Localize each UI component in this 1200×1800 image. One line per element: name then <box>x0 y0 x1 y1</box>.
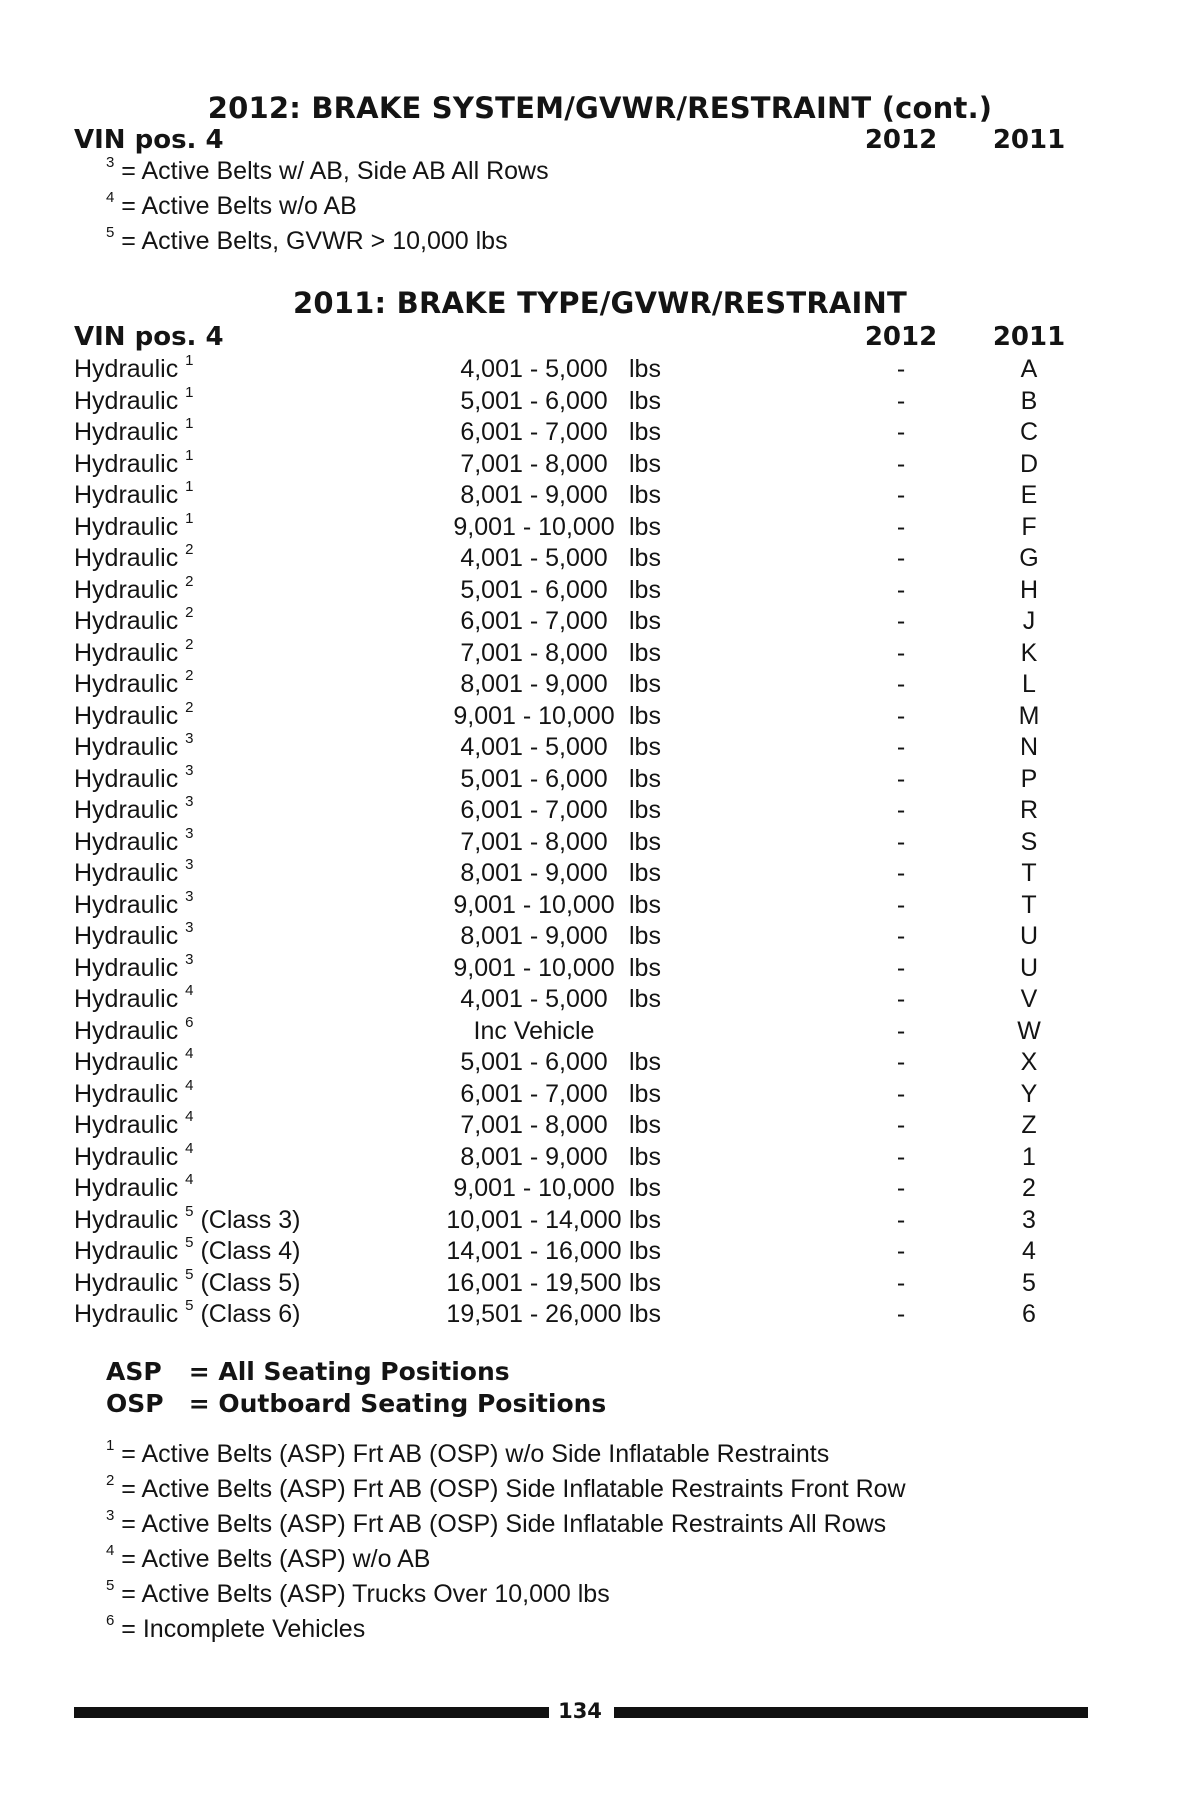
note-superscript: 5 <box>106 224 115 241</box>
gvwr-unit: lbs <box>629 1174 661 1202</box>
footnote-text: = Active Belts (ASP) Trucks Over 10,000 lbs <box>121 1580 610 1608</box>
class-label: (Class 6) <box>200 1300 301 1328</box>
gvwr-range: 7,001 - 8,000 <box>460 827 608 856</box>
table-row <box>74 446 1064 482</box>
gvwr-unit: lbs <box>629 1048 661 1076</box>
restraint-superscript: 3 <box>185 793 194 810</box>
gvwr-unit: lbs <box>629 1111 661 1139</box>
brake-type-cell <box>74 793 194 825</box>
code-2012: - <box>896 544 906 572</box>
brake-type-cell <box>74 509 194 542</box>
brake-type-label: Hydraulic <box>74 764 179 793</box>
footnote-text: = Active Belts (ASP) Frt AB (OSP) w/o Side Inflatable Restraints <box>121 1440 830 1468</box>
restraint-superscript: 1 <box>185 383 194 401</box>
brake-type-label: Hydraulic <box>74 890 179 919</box>
brake-type-label: Hydraulic <box>74 859 179 887</box>
code-2011: 5 <box>1022 1268 1036 1297</box>
code-2012: - <box>896 1205 906 1234</box>
table-row <box>74 793 1064 828</box>
gvwr-range: 6,001 - 7,000 <box>460 796 608 824</box>
brake-type-cell <box>74 1076 194 1109</box>
gvwr-unit: lbs <box>629 953 661 982</box>
code-2011: X <box>1020 1048 1038 1076</box>
table-row <box>74 667 1064 702</box>
brake-type-table <box>74 352 1064 1332</box>
brake-type-label: Hydraulic <box>74 481 179 509</box>
gvwr-range: 5,001 - 6,000 <box>460 575 608 604</box>
code-2011: R <box>1019 796 1039 824</box>
gvwr-range: 19,501 - 26,000 <box>446 1300 622 1328</box>
note-superscript: 3 <box>106 154 115 171</box>
code-2012: - <box>896 670 906 698</box>
brake-type-label: Hydraulic <box>74 575 179 604</box>
table-row <box>74 1202 1064 1238</box>
brake-type-label: Hydraulic <box>74 386 179 415</box>
table-row <box>74 509 1064 545</box>
gvwr-unit: lbs <box>629 575 661 604</box>
brake-type-cell <box>74 1139 194 1172</box>
code-2012: - <box>896 985 906 1013</box>
brake-type-label: Hydraulic <box>74 701 179 730</box>
brake-type-label: Hydraulic <box>74 733 179 761</box>
code-2011: J <box>1022 607 1036 635</box>
gvwr-range: 7,001 - 8,000 <box>460 1111 608 1139</box>
section2-title: 2011: BRAKE TYPE/GVWR/RESTRAINT <box>293 286 907 320</box>
brake-type-label: Hydraulic <box>74 1205 179 1234</box>
brake-type-label: Hydraulic <box>74 670 179 698</box>
footnote <box>106 1612 366 1644</box>
code-2011: 2 <box>1022 1174 1036 1202</box>
restraint-superscript: 1 <box>185 415 194 432</box>
table-row <box>74 1265 1064 1301</box>
restraint-superscript: 5 <box>185 1234 194 1251</box>
code-2011: Y <box>1020 1079 1038 1108</box>
gvwr-unit: lbs <box>629 607 661 635</box>
brake-type-cell <box>74 541 194 573</box>
gvwr-range: 6,001 - 7,000 <box>460 418 608 446</box>
restraint-superscript: 2 <box>185 541 194 558</box>
footnote-text: = Incomplete Vehicles <box>121 1615 366 1643</box>
gvwr-unit: lbs <box>629 859 661 887</box>
footnote-superscript: 1 <box>106 1437 115 1454</box>
gvwr-unit: lbs <box>629 670 661 698</box>
brake-type-label: Hydraulic <box>74 796 179 824</box>
brake-type-label: Hydraulic <box>74 1142 179 1171</box>
brake-type-cell <box>74 856 194 888</box>
footer-rule-right <box>614 1707 1088 1718</box>
brake-type-cell <box>74 1013 194 1046</box>
brake-type-label: Hydraulic <box>74 1111 179 1139</box>
class-label: (Class 5) <box>200 1268 301 1297</box>
gvwr-range: 7,001 - 8,000 <box>460 449 608 478</box>
brake-type-cell <box>74 352 194 384</box>
code-2012: - <box>896 449 906 478</box>
code-2012: - <box>896 481 906 509</box>
brake-type-cell <box>74 604 194 636</box>
restraint-superscript: 2 <box>185 604 194 621</box>
table-row <box>74 572 1064 608</box>
restraint-superscript: 3 <box>185 761 194 779</box>
gvwr-unit: lbs <box>629 638 661 667</box>
restraint-superscript: 2 <box>185 572 194 590</box>
brake-type-label: Hydraulic <box>74 1048 179 1076</box>
gvwr-range: 5,001 - 6,000 <box>460 1048 608 1076</box>
code-2011: H <box>1019 575 1039 604</box>
footnote-text: = Active Belts (ASP) Frt AB (OSP) Side Inflatable Restraints Front Row <box>121 1475 906 1503</box>
gvwr-unit: lbs <box>629 890 661 919</box>
table-row <box>74 415 1064 450</box>
table-row <box>74 1076 1064 1112</box>
brake-type-cell <box>74 446 194 479</box>
restraint-superscript: 3 <box>185 950 194 968</box>
code-2012: - <box>896 1111 906 1139</box>
gvwr-range: 4,001 - 5,000 <box>460 355 608 383</box>
code-2012: - <box>896 796 906 824</box>
footnote-superscript: 3 <box>106 1507 115 1524</box>
brake-type-label: Hydraulic <box>74 449 179 478</box>
gvwr-range: 8,001 - 9,000 <box>460 1142 608 1171</box>
gvwr-unit: lbs <box>629 1142 661 1171</box>
gvwr-range: 4,001 - 5,000 <box>460 733 608 761</box>
restraint-superscript: 2 <box>185 698 194 716</box>
brake-type-cell <box>74 478 194 510</box>
gvwr-unit: lbs <box>629 449 661 478</box>
restraint-superscript: 4 <box>185 1076 194 1094</box>
code-2011: D <box>1019 449 1039 478</box>
footnote <box>106 1542 431 1574</box>
code-2012: - <box>896 764 906 793</box>
code-2012: - <box>896 733 906 761</box>
code-2011: F <box>1021 512 1037 541</box>
year-2012-header: 2012 <box>864 322 938 352</box>
code-2012: - <box>896 859 906 887</box>
code-2012: - <box>896 1268 906 1297</box>
footnote-superscript: 5 <box>106 1577 115 1594</box>
section2-header-row <box>74 322 1066 352</box>
code-2011: 1 <box>1022 1142 1036 1171</box>
brake-type-cell <box>74 887 194 920</box>
gvwr-range: 9,001 - 10,000 <box>453 701 615 730</box>
section1-header-row <box>74 125 1066 155</box>
restraint-superscript: 4 <box>185 1139 194 1157</box>
brake-type-cell <box>74 572 194 605</box>
gvwr-range: 5,001 - 6,000 <box>460 386 608 415</box>
table-row <box>74 541 1064 576</box>
restraint-superscript: 1 <box>185 478 194 495</box>
table-row <box>74 1108 1064 1143</box>
page-number: 134 <box>558 1699 602 1723</box>
brake-type-cell <box>74 383 194 416</box>
gvwr-unit: lbs <box>629 827 661 856</box>
abbreviation-text: = Outboard Seating Positions <box>188 1389 607 1418</box>
gvwr-unit: lbs <box>629 355 661 383</box>
code-2011: K <box>1020 638 1038 667</box>
table-row <box>74 1013 1064 1049</box>
gvwr-range: 14,001 - 16,000 <box>446 1237 622 1265</box>
restraint-superscript: 3 <box>185 824 194 842</box>
gvwr-range: 4,001 - 5,000 <box>460 985 608 1013</box>
brake-type-cell <box>74 1265 301 1298</box>
table-row <box>74 761 1064 797</box>
code-2011: M <box>1018 701 1040 730</box>
restraint-superscript: 5 <box>185 1297 194 1314</box>
code-2011: T <box>1021 859 1037 887</box>
code-2012: - <box>896 827 906 856</box>
gvwr-range: 6,001 - 7,000 <box>460 1079 608 1108</box>
code-2012: - <box>896 890 906 919</box>
code-2012: - <box>896 575 906 604</box>
code-2012: - <box>896 953 906 982</box>
gvwr-unit: lbs <box>629 1079 661 1108</box>
gvwr-unit: lbs <box>629 1205 661 1234</box>
gvwr-unit: lbs <box>629 796 661 824</box>
brake-type-cell <box>74 1171 194 1203</box>
table-row <box>74 887 1064 923</box>
footnote-superscript: 4 <box>106 1542 115 1559</box>
gvwr-unit: lbs <box>629 1300 661 1328</box>
section1-note <box>106 224 508 256</box>
gvwr-range: 8,001 - 9,000 <box>460 922 608 950</box>
code-2012: - <box>896 1016 906 1045</box>
brake-type-label: Hydraulic <box>74 607 179 635</box>
code-2012: - <box>896 701 906 730</box>
code-2011: G <box>1019 544 1039 572</box>
brake-type-label: Hydraulic <box>74 1079 179 1108</box>
restraint-superscript: 6 <box>185 1013 194 1031</box>
brake-type-cell <box>74 950 194 983</box>
vin-pos-label: VIN pos. 4 <box>74 322 224 352</box>
restraint-superscript: 3 <box>185 730 194 747</box>
code-2012: - <box>896 1142 906 1171</box>
brake-type-cell <box>74 635 194 668</box>
brake-type-cell <box>74 982 194 1014</box>
footnote-superscript: 6 <box>106 1612 115 1629</box>
restraint-superscript: 2 <box>185 667 194 684</box>
restraint-superscript: 1 <box>185 352 194 369</box>
section1-note <box>106 189 357 221</box>
restraint-superscript: 3 <box>185 856 194 873</box>
brake-type-cell <box>74 730 194 762</box>
brake-type-label: Hydraulic <box>74 1300 179 1328</box>
gvwr-unit: lbs <box>629 1237 661 1265</box>
brake-type-label: Hydraulic <box>74 922 179 950</box>
table-row <box>74 604 1064 639</box>
gvwr-range: 10,001 - 14,000 <box>446 1205 622 1234</box>
gvwr-unit: lbs <box>629 701 661 730</box>
class-label: (Class 4) <box>200 1237 301 1265</box>
brake-type-label: Hydraulic <box>74 1237 179 1265</box>
restraint-superscript: 3 <box>185 887 194 905</box>
gvwr-range: 8,001 - 9,000 <box>460 859 608 887</box>
code-2012: - <box>896 1048 906 1076</box>
code-2011: 4 <box>1022 1237 1036 1265</box>
table-row <box>74 856 1064 891</box>
class-label: (Class 3) <box>200 1205 301 1234</box>
restraint-superscript: 5 <box>185 1265 194 1283</box>
code-2012: - <box>896 922 906 950</box>
abbreviation-text: = All Seating Positions <box>188 1357 510 1386</box>
gvwr-unit: lbs <box>629 544 661 572</box>
section1-note <box>106 154 549 186</box>
code-2011: 6 <box>1022 1300 1036 1328</box>
brake-type-cell <box>74 1202 301 1235</box>
gvwr-unit: lbs <box>629 512 661 541</box>
vin-pos-label: VIN pos. 4 <box>74 125 224 155</box>
table-row <box>74 919 1064 954</box>
note-text: = Active Belts w/o AB <box>121 192 357 220</box>
gvwr-range: 8,001 - 9,000 <box>460 481 608 509</box>
code-2011: P <box>1020 764 1038 793</box>
table-row <box>74 383 1064 419</box>
code-2011: E <box>1020 481 1038 509</box>
year-2011-header: 2011 <box>992 322 1066 352</box>
table-row <box>74 1234 1064 1269</box>
code-2011: V <box>1020 985 1038 1013</box>
code-2012: - <box>896 1079 906 1108</box>
gvwr-range: 5,001 - 6,000 <box>460 764 608 793</box>
brake-type-label: Hydraulic <box>74 985 179 1013</box>
gvwr-range: 9,001 - 10,000 <box>453 953 615 982</box>
code-2011: W <box>1017 1016 1041 1045</box>
brake-type-cell <box>74 1297 301 1329</box>
gvwr-unit: lbs <box>629 733 661 761</box>
note-text: = Active Belts, GVWR > 10,000 lbs <box>121 227 508 255</box>
footnote <box>106 1507 887 1539</box>
restraint-superscript: 3 <box>185 919 194 936</box>
gvwr-unit: lbs <box>629 1268 661 1297</box>
code-2012: - <box>896 386 906 415</box>
brake-type-cell <box>74 824 194 857</box>
table-row <box>74 1045 1064 1080</box>
code-2011: B <box>1020 386 1038 415</box>
code-2011: N <box>1019 733 1039 761</box>
table-row <box>74 635 1064 671</box>
brake-type-label: Hydraulic <box>74 638 179 667</box>
code-2012: - <box>896 638 906 667</box>
table-row <box>74 1139 1064 1175</box>
gvwr-range: 7,001 - 8,000 <box>460 638 608 667</box>
table-row <box>74 1297 1064 1332</box>
footnote-text: = Active Belts (ASP) Frt AB (OSP) Side Inflatable Restraints All Rows <box>121 1510 887 1538</box>
brake-type-cell <box>74 415 194 447</box>
gvwr-range: 8,001 - 9,000 <box>460 670 608 698</box>
brake-type-cell <box>74 761 194 794</box>
code-2012: - <box>896 1300 906 1328</box>
gvwr-range: 4,001 - 5,000 <box>460 544 608 572</box>
table-row <box>74 478 1064 513</box>
gvwr-range: 16,001 - 19,500 <box>446 1268 622 1297</box>
brake-type-cell <box>74 1234 301 1266</box>
code-2011: C <box>1019 418 1039 446</box>
gvwr-unit: lbs <box>629 418 661 446</box>
brake-type-cell <box>74 667 194 699</box>
year-2011-header: 2011 <box>992 125 1066 155</box>
code-2011: U <box>1019 922 1039 950</box>
gvwr-range: 6,001 - 7,000 <box>460 607 608 635</box>
table-row <box>74 982 1064 1017</box>
code-2011: L <box>1022 670 1036 698</box>
code-2011: T <box>1021 890 1037 919</box>
abbreviation-asp <box>106 1357 510 1386</box>
restraint-superscript: 2 <box>185 635 194 653</box>
gvwr-unit: lbs <box>629 764 661 793</box>
brake-type-cell <box>74 698 194 731</box>
gvwr-range: 9,001 - 10,000 <box>453 890 615 919</box>
gvwr-unit: lbs <box>629 481 661 509</box>
footnote-superscript: 2 <box>106 1472 115 1489</box>
brake-type-label: Hydraulic <box>74 512 179 541</box>
gvwr-unit: lbs <box>629 922 661 950</box>
brake-type-cell <box>74 1108 194 1140</box>
table-row <box>74 730 1064 765</box>
code-2012: - <box>896 512 906 541</box>
restraint-superscript: 1 <box>185 446 194 464</box>
footer-rule-left <box>74 1707 549 1718</box>
gvwr-range: Inc Vehicle <box>473 1016 595 1045</box>
code-2012: - <box>896 1174 906 1202</box>
restraint-superscript: 4 <box>185 982 194 999</box>
brake-type-label: Hydraulic <box>74 827 179 856</box>
brake-type-label: Hydraulic <box>74 1174 179 1202</box>
code-2012: - <box>896 1237 906 1265</box>
brake-type-cell <box>74 1045 194 1077</box>
abbreviation-key: ASP <box>106 1357 162 1386</box>
restraint-superscript: 4 <box>185 1171 194 1188</box>
footnote <box>106 1437 830 1469</box>
restraint-superscript: 1 <box>185 509 194 527</box>
restraint-superscript: 4 <box>185 1045 194 1062</box>
year-2012-header: 2012 <box>864 125 938 155</box>
section1-title: 2012: BRAKE SYSTEM/GVWR/RESTRAINT (cont.) <box>207 91 993 125</box>
gvwr-range: 9,001 - 10,000 <box>453 1174 615 1202</box>
code-2011: U <box>1019 953 1039 982</box>
brake-type-label: Hydraulic <box>74 544 179 572</box>
code-2011: Z <box>1021 1111 1037 1139</box>
table-row <box>74 824 1064 860</box>
note-superscript: 4 <box>106 189 115 206</box>
code-2011: S <box>1020 827 1038 856</box>
code-2011: A <box>1020 355 1038 383</box>
table-row <box>74 1171 1064 1206</box>
footnote <box>106 1577 610 1609</box>
gvwr-range: 9,001 - 10,000 <box>453 512 615 541</box>
restraint-superscript: 5 <box>185 1202 194 1220</box>
code-2011: 3 <box>1022 1205 1036 1234</box>
brake-type-label: Hydraulic <box>74 1268 179 1297</box>
table-row <box>74 698 1064 734</box>
restraint-superscript: 4 <box>185 1108 194 1125</box>
abbreviation-key: OSP <box>106 1389 164 1418</box>
code-2012: - <box>896 418 906 446</box>
gvwr-unit: lbs <box>629 386 661 415</box>
table-row <box>74 352 1064 387</box>
code-2012: - <box>896 355 906 383</box>
brake-type-label: Hydraulic <box>74 953 179 982</box>
code-2012: - <box>896 607 906 635</box>
note-text: = Active Belts w/ AB, Side AB All Rows <box>121 157 549 185</box>
brake-type-label: Hydraulic <box>74 1016 179 1045</box>
abbreviation-osp <box>106 1389 606 1418</box>
table-row <box>74 950 1064 986</box>
gvwr-unit: lbs <box>629 985 661 1013</box>
brake-type-label: Hydraulic <box>74 418 179 446</box>
brake-type-cell <box>74 919 194 951</box>
footnote-text: = Active Belts (ASP) w/o AB <box>121 1545 431 1573</box>
brake-type-label: Hydraulic <box>74 355 179 383</box>
footnote <box>106 1472 906 1504</box>
